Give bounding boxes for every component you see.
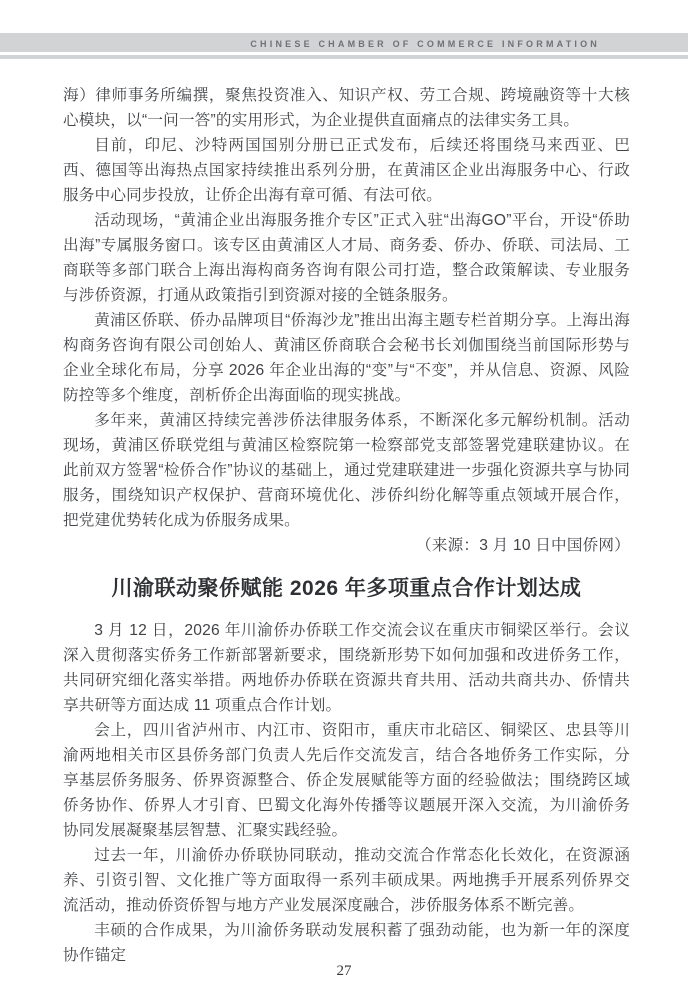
paragraph: 过去一年，川渝侨办侨联协同联动，推动交流合作常态化长效化，在资源涵养、引资引智、文化推广等方面取得一系列丰硕成果。两地携手开展系列侨界交流活动，推动侨资侨智与地方产业发展深度融合，涉侨服务体系不断完善。 [63,847,630,914]
document-page [0,33,688,1004]
paragraph: 丰硕的合作成果，为川渝侨务联动发展积蓄了强劲动能，也为新一年的深度协作锚定 [63,922,630,964]
article-title: 川渝联动聚侨赋能 2026 年多项重点合作计划达成 [111,577,582,600]
header-banner-text: CHINESE CHAMBER OF COMMERCE INFORMATION [250,39,600,49]
article-content [0,59,688,968]
header-banner [0,33,688,52]
page-number: 27 [336,963,352,979]
paragraph: 会上，四川省泸州市、内江市、资阳市，重庆市北碚区、铜梁区、忠县等川渝两地相关市区县侨务部门负责人先后作交流发言，结合各地侨务工作实际，分享基层侨务服务、侨界资源整合、侨企发展赋能等方面的经验做法；围绕跨区域侨务协作、侨界人才引育、巴蜀文化海外传播等议题展开深入交流，为川渝侨务协同发展凝聚基层智慧、汇聚实践经验。 [63,722,630,839]
source-note: （来源：3 月 10 日中国侨网） [416,537,630,554]
paragraph: 活动现场，“黄浦企业出海服务推介专区”正式入驻“出海GO”平台，开设“侨助出海”专属服务窗口。该专区由黄浦区人才局、商务委、侨办、侨联、司法局、工商联等多部门联合上海出海构商务咨询有限公司打造，整合政策解读、专业服务与涉侨资源，打通从政策指引到资源对接的全链条服务。 [63,212,630,304]
paragraph-continuation: 海）律师事务所编撰，聚焦投资准入、知识产权、劳工合规、跨境融资等十大核心模块，以“一问一答”的实用形式，为企业提供直面痛点的法律实务工具。 [63,87,630,129]
paragraph: 多年来，黄浦区持续完善涉侨法律服务体系，不断深化多元解纷机制。活动现场，黄浦区侨联党组与黄浦区检察院第一检察部党支部签署党建联建协议。在此前双方签署“检侨合作”协议的基础上，通过党建联建进一步强化资源共享与协同服务，围绕知识产权保护、营商环境优化、涉侨纠纷化解等重点领域开展合作，把党建优势转化成为侨服务成果。 [63,412,630,529]
paragraph: 目前，印尼、沙特两国国别分册已正式发布，后续还将围绕马来西亚、巴西、德国等出海热点国家持续推出系列分册，在黄浦区企业出海服务中心、行政服务中心同步投放，让侨企出海有章可循、有法可依。 [63,137,630,204]
paragraph: 黄浦区侨联、侨办品牌项目“侨海沙龙”推出出海主题专栏首期分享。上海出海构商务咨询有限公司创始人、黄浦区侨商联合会秘书长刘伽围绕当前国际形势与企业全球化布局，分享 2026 年企业出海的“变”与“不变”，并从信息、资源、风险防控等多个维度，剖析侨企出海面临的现实挑战。 [63,312,630,404]
paragraph: 3 月 12 日，2026 年川渝侨办侨联工作交流会议在重庆市铜梁区举行。会议深入贯彻落实侨务工作新部署新要求，围绕新形势下如何加强和改进侨务工作，共同研究细化落实举措。两地侨办侨联在资源共育共用、活动共商共办、侨情共享共研等方面达成 11 项重点合作计划。 [63,622,630,714]
